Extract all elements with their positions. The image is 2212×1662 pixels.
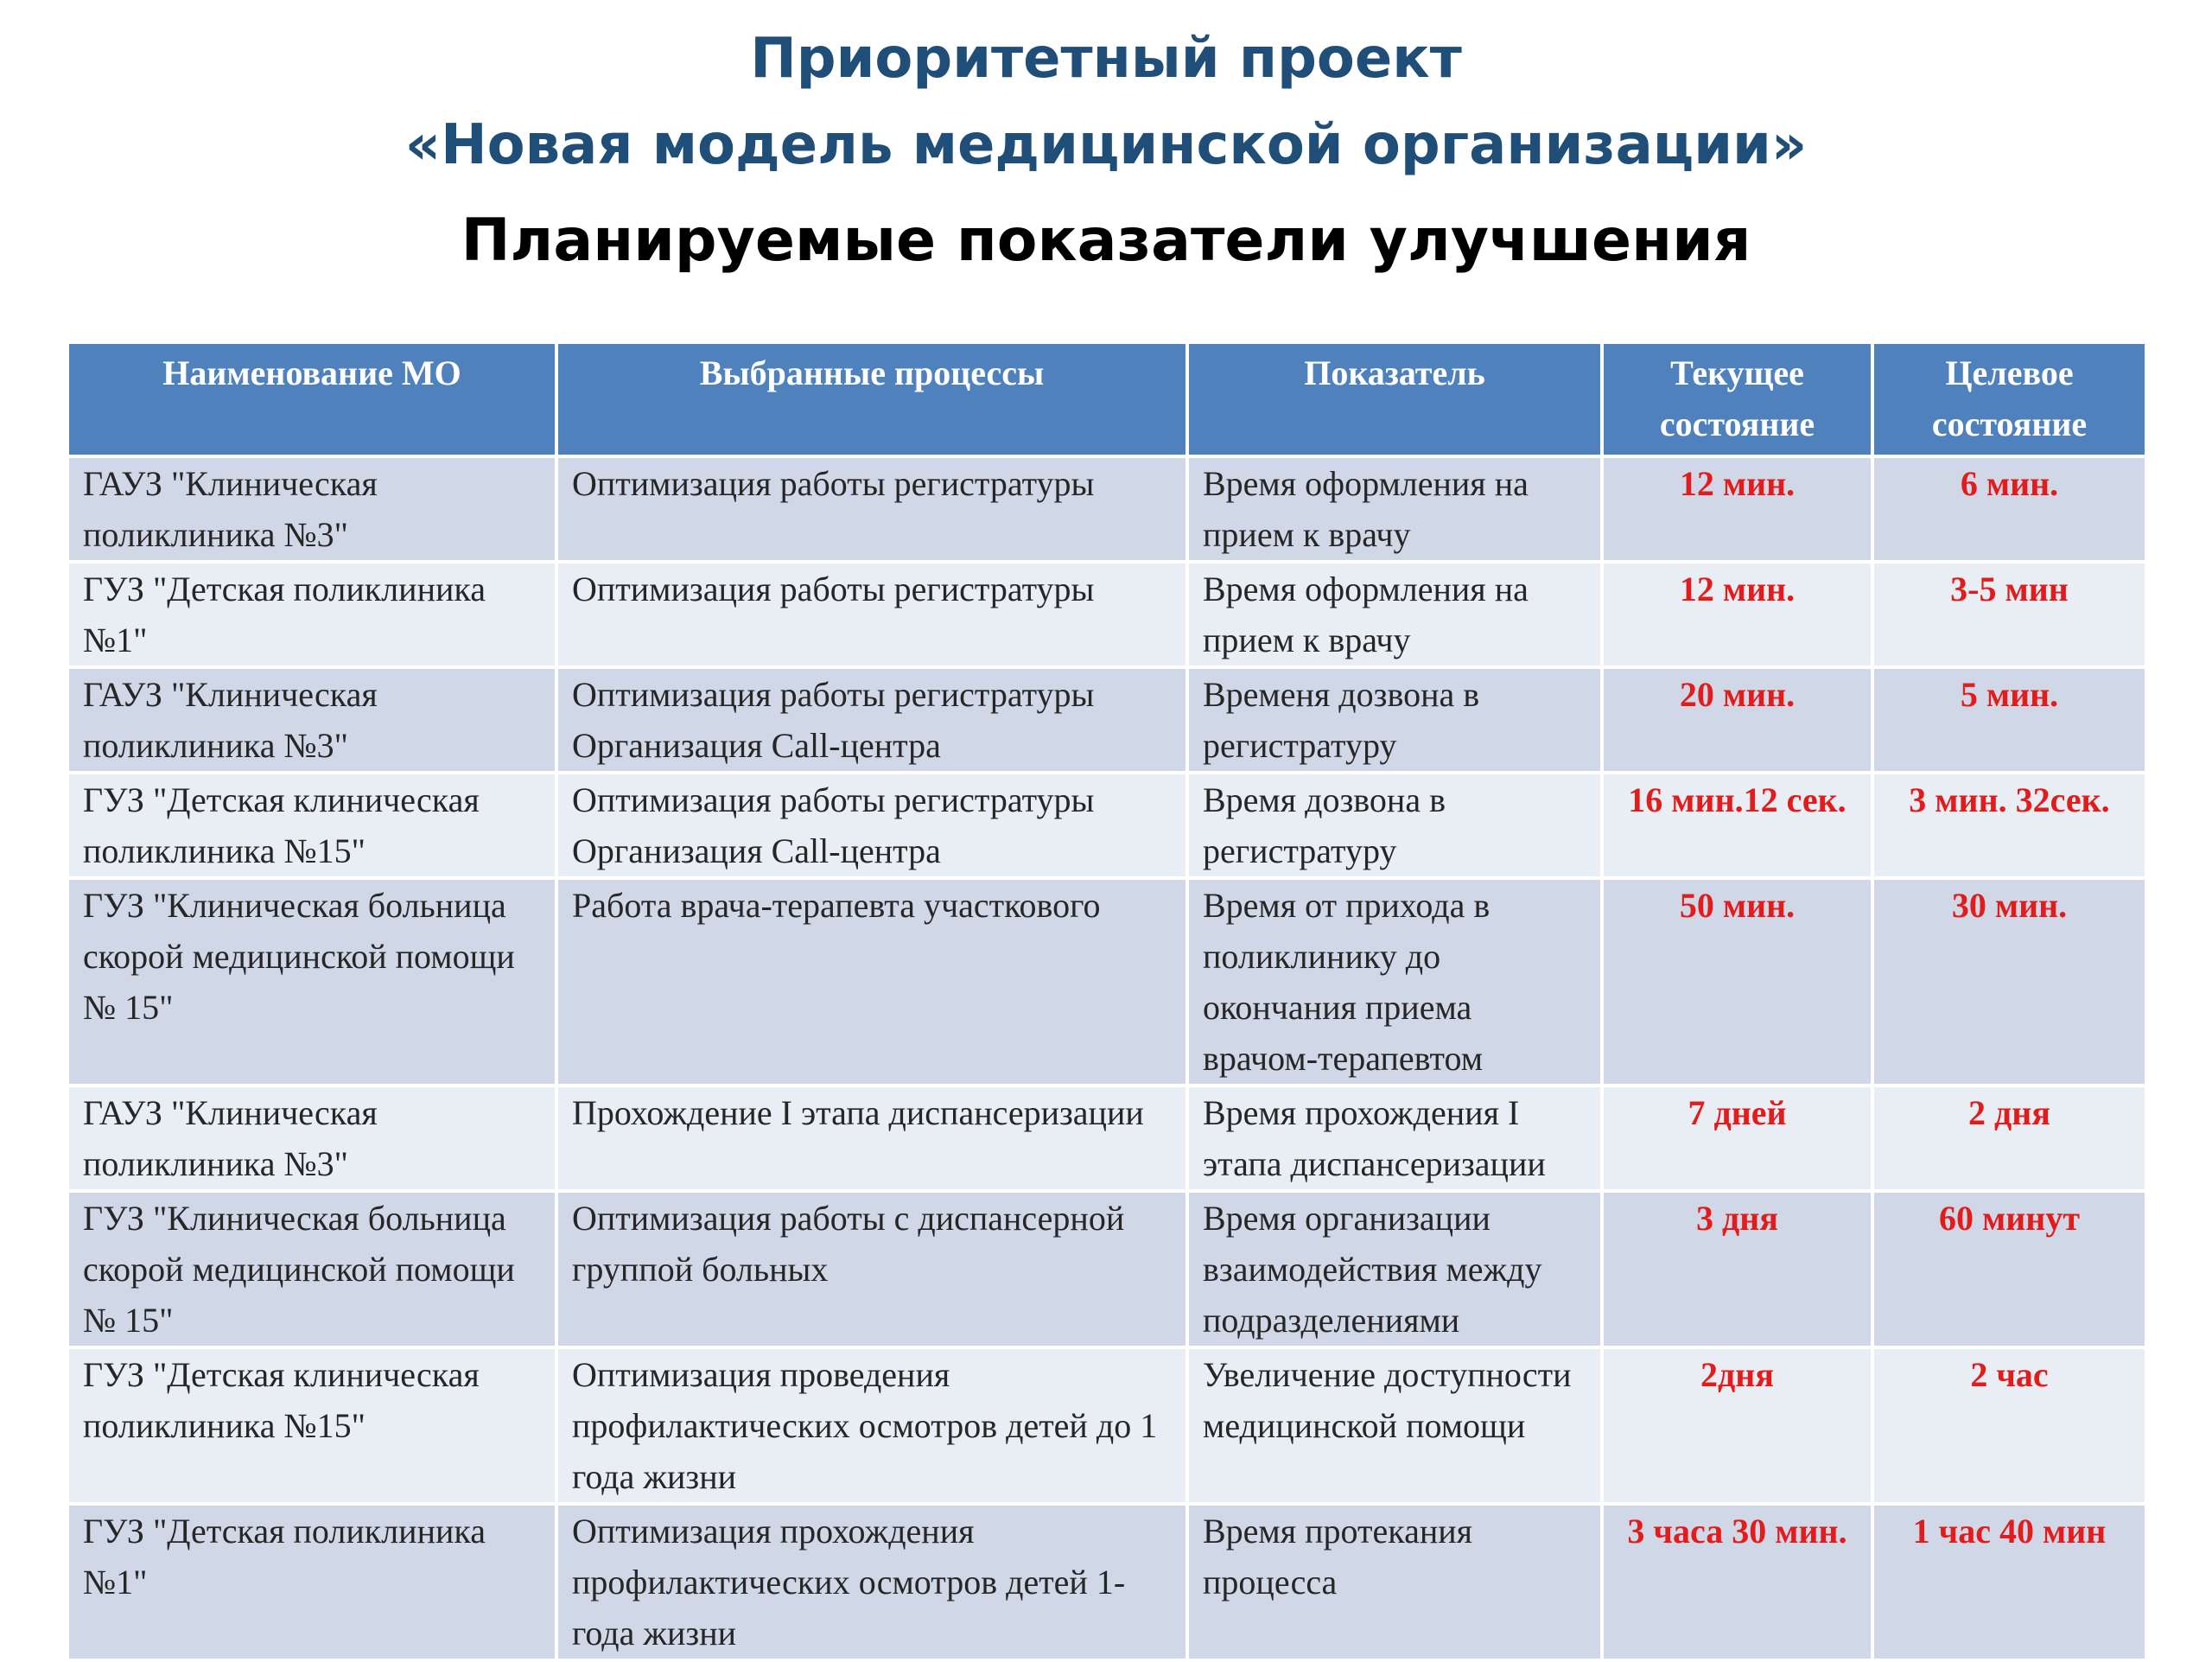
cell-target: 3-5 мин [1874,564,2145,669]
cell-target: 30 мин. [1874,880,2145,1087]
table-row [69,669,2145,774]
cell-processes: Работа врача-терапевта участкового [558,880,1189,1087]
cell-current: 12 мин. [1604,564,1874,669]
cell-target: 2 час [1874,1349,2145,1506]
cell-indicator: Время оформления на прием к врачу [1189,564,1604,669]
cell-processes: Оптимизация работы регистратуры [558,564,1189,669]
cell-processes: Оптимизация работы регистратуры Организация Call-центра [558,669,1189,774]
cell-target: 1 час 40 мин [1874,1506,2145,1662]
cell-current: 7 дней [1604,1087,1874,1193]
cell-organization: ГУЗ "Детская поликлиника №1" [69,564,558,669]
cell-current: 50 мин. [1604,880,1874,1087]
cell-organization: ГУЗ "Детская клиническая поликлиника №15" [69,774,558,880]
cell-processes: Оптимизация работы регистратуры Организация Call-центра [558,774,1189,880]
cell-target: 3 мин. 32сек. [1874,774,2145,880]
header-organization: Наименование МО [69,344,558,458]
cell-organization: ГУЗ "Клиническая больница скорой медицинской помощи № 15" [69,1193,558,1349]
page-title: Приоритетный проект [750,27,1462,91]
title-block [0,0,2212,289]
cell-processes: Оптимизация работы регистратуры [558,458,1189,564]
table-row [69,1349,2145,1506]
cell-processes: Прохождение I этапа диспансеризации [558,1087,1189,1193]
header-target: Целевое состояние [1874,344,2145,458]
cell-current: 12 мин. [1604,458,1874,564]
cell-processes: Оптимизация работы с диспансерной группой больных [558,1193,1189,1349]
table-header-row [69,344,2145,458]
cell-organization: ГУЗ "Детская клиническая поликлиника №15" [69,1349,558,1506]
cell-indicator: Время прохождения I этапа диспансеризации [1189,1087,1604,1193]
table-row [69,774,2145,880]
cell-target: 2 дня [1874,1087,2145,1193]
cell-indicator: Время дозвона в регистратуру [1189,774,1604,880]
header-processes: Выбранные процессы [558,344,1189,458]
cell-indicator: Время протекания процесса [1189,1506,1604,1662]
cell-current: 3 часа 30 мин. [1604,1506,1874,1662]
cell-current: 2дня [1604,1349,1874,1506]
cell-target: 6 мин. [1874,458,2145,564]
indicators-table [69,344,2145,1662]
cell-indicator: Время от прихода в поликлинику до окончания приема врачом-терапевтом [1189,880,1604,1087]
cell-indicator: Временя дозвона в регистратуру [1189,669,1604,774]
cell-organization: ГАУЗ "Клиническая поликлиника №3" [69,458,558,564]
table-row [69,458,2145,564]
cell-organization: ГАУЗ "Клиническая поликлиника №3" [69,669,558,774]
project-name: «Новая модель медицинской организации» [404,113,1808,177]
cell-processes: Оптимизация проведения профилактических осмотров детей до 1 года жизни [558,1349,1189,1506]
cell-current: 16 мин.12 сек. [1604,774,1874,880]
page-subtitle: Планируемые показатели улучшения [461,207,1751,275]
table-row [69,1506,2145,1662]
cell-current: 3 дня [1604,1193,1874,1349]
cell-processes: Оптимизация прохождения профилактических осмотров детей 1-года жизни [558,1506,1189,1662]
cell-indicator: Время оформления на прием к врачу [1189,458,1604,564]
cell-current: 20 мин. [1604,669,1874,774]
header-indicator: Показатель [1189,344,1604,458]
table-row [69,880,2145,1087]
cell-target: 5 мин. [1874,669,2145,774]
cell-organization: ГАУЗ "Клиническая поликлиника №3" [69,1087,558,1193]
table-row [69,1193,2145,1349]
cell-target: 60 минут [1874,1193,2145,1349]
table-row [69,1087,2145,1193]
table-row [69,564,2145,669]
cell-organization: ГУЗ "Детская поликлиника №1" [69,1506,558,1662]
cell-indicator: Время организации взаимодействия между подразделениями [1189,1193,1604,1349]
cell-indicator: Увеличение доступности медицинской помощи [1189,1349,1604,1506]
header-current: Текущее состояние [1604,344,1874,458]
cell-organization: ГУЗ "Клиническая больница скорой медицинской помощи № 15" [69,880,558,1087]
